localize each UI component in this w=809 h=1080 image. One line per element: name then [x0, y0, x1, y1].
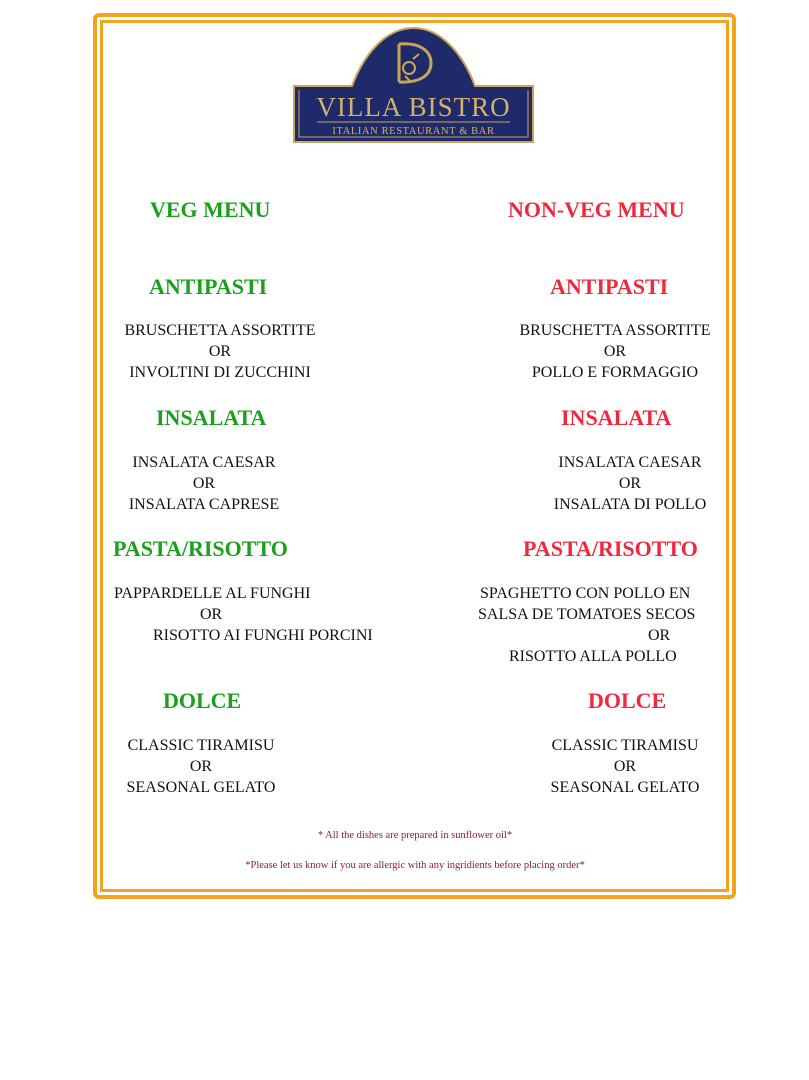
- veg-pasta-item-2: RISOTTO AI FUNGHI PORCINI: [153, 627, 373, 644]
- allergy-note: *Please let us know if you are allergic with any ingridients before placing order*: [245, 860, 585, 871]
- veg-pasta-item-1: PAPPARDELLE AL FUNGHI: [114, 585, 311, 602]
- veg-dolce-items: [111, 735, 291, 798]
- menu-item: INSALATA DI POLLO: [553, 496, 707, 513]
- menu-item: BRUSCHETTA ASSORTITE: [519, 322, 711, 339]
- nonveg-insalata-items: [535, 452, 725, 515]
- nonveg-pasta-item-1a: SPAGHETTO CON POLLO EN: [480, 585, 691, 602]
- nonveg-pasta-or: OR: [648, 627, 671, 644]
- menu-item-or: OR: [618, 475, 642, 492]
- menu-item-or: OR: [613, 758, 637, 775]
- menu-item-or: OR: [189, 758, 213, 775]
- nonveg-antipasti-title: ANTIPASTI: [550, 274, 669, 299]
- nonveg-pasta-title: PASTA/RISOTTO: [523, 536, 698, 561]
- menu-item: SEASONAL GELATO: [126, 779, 276, 796]
- menu-item: INSALATA CAPRESE: [128, 496, 280, 513]
- veg-insalata-items: [114, 452, 294, 515]
- menu-item: BRUSCHETTA ASSORTITE: [124, 322, 316, 339]
- menu-item: POLLO E FORMAGGIO: [531, 364, 699, 381]
- brand-tagline: ITALIAN RESTAURANT & BAR: [332, 126, 495, 137]
- nonveg-antipasti-items: [502, 320, 728, 383]
- nonveg-dolce-items: [535, 735, 715, 798]
- veg-pasta-or: OR: [200, 606, 223, 623]
- menu-item-or: OR: [192, 475, 216, 492]
- brand-name: VILLA BISTRO: [316, 92, 511, 122]
- menu-item: SEASONAL GELATO: [550, 779, 700, 796]
- nonveg-pasta-item-2: RISOTTO ALLA POLLO: [509, 648, 677, 665]
- menu-item: INSALATA CAESAR: [132, 454, 276, 471]
- menu-item-or: OR: [208, 343, 232, 360]
- menu-item: CLASSIC TIRAMISU: [127, 737, 275, 754]
- nonveg-insalata-title: INSALATA: [561, 405, 672, 430]
- menu-item-or: OR: [603, 343, 627, 360]
- menu-item: INSALATA CAESAR: [558, 454, 702, 471]
- veg-antipasti-title: ANTIPASTI: [149, 274, 268, 299]
- veg-antipasti-items: [110, 320, 330, 383]
- veg-pasta-title: PASTA/RISOTTO: [113, 536, 288, 561]
- nonveg-pasta-item-1b: SALSA DE TOMATOES SECOS: [478, 606, 696, 623]
- menu-item: CLASSIC TIRAMISU: [551, 737, 699, 754]
- nonveg-dolce-title: DOLCE: [588, 688, 667, 713]
- menu-item: INVOLTINI DI ZUCCHINI: [129, 364, 311, 381]
- nonveg-menu-heading: NON-VEG MENU: [508, 197, 685, 222]
- villa-bistro-logo: [293, 24, 534, 144]
- oil-note: * All the dishes are prepared in sunflower oil*: [317, 830, 513, 841]
- veg-dolce-title: DOLCE: [163, 688, 242, 713]
- veg-insalata-title: INSALATA: [156, 405, 267, 430]
- veg-menu-heading: VEG MENU: [150, 197, 271, 222]
